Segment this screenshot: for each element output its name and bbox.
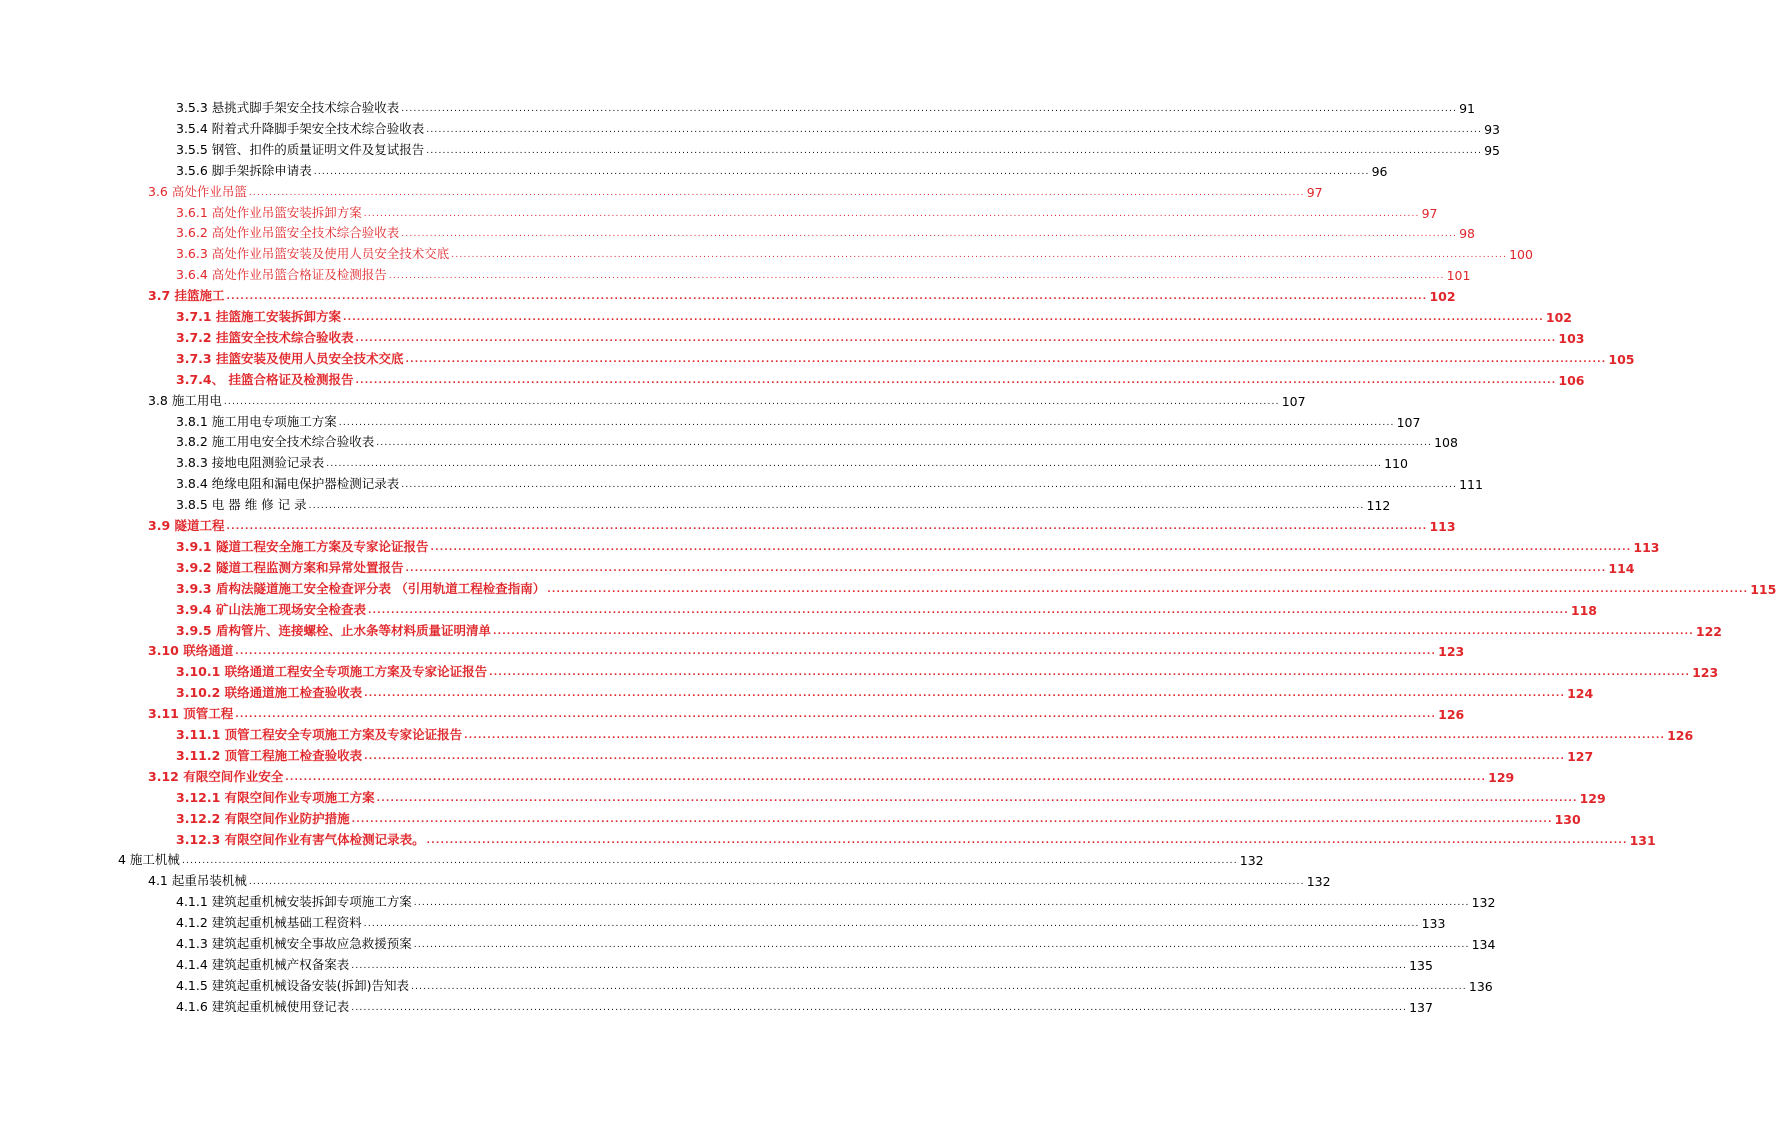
- toc-dot-leader: ....................................................................................................................................................................................................................................................................: [355, 333, 1557, 344]
- toc-page-number: 107: [1281, 393, 1306, 409]
- toc-entry[interactable]: [148, 638, 1465, 660]
- toc-page-number: 93: [1484, 121, 1501, 137]
- toc-page-number: 98: [1459, 226, 1476, 242]
- toc-dot-leader: ....................................................................................................................................................................................................................................................................: [413, 898, 1470, 909]
- toc-dot-leader: ....................................................................................................................................................................................................................................................................: [363, 208, 1420, 219]
- toc-entry[interactable]: [176, 555, 1635, 576]
- toc-entry[interactable]: [118, 847, 1264, 869]
- toc-entry[interactable]: [176, 827, 1656, 848]
- toc-entry-label: 3.12 有限空间作业安全: [148, 768, 284, 784]
- toc-entry-label: 3.12.3 有限空间作业有害气体检测记录表。: [176, 831, 425, 847]
- toc-dot-leader: ....................................................................................................................................................................................................................................................................: [401, 104, 1458, 114]
- toc-page-number: 96: [1371, 163, 1388, 179]
- toc-entry[interactable]: [176, 576, 1776, 597]
- toc-entry-label: 4.1.3 建筑起重机械安全事故应急救援预案: [176, 936, 412, 951]
- toc-entry-label: 3.8.3 接地电阻测验记录表: [176, 455, 325, 471]
- toc-page-number: 95: [1484, 142, 1501, 158]
- toc-entry-label: 3.7.3 挂篮安装及使用人员安全技术交底: [176, 350, 404, 366]
- toc-dot-leader: ....................................................................................................................................................................................................................................................................: [313, 166, 1370, 177]
- toc-dot-leader: ....................................................................................................................................................................................................................................................................: [364, 751, 1566, 762]
- toc-dot-leader: ....................................................................................................................................................................................................................................................................: [405, 563, 1607, 574]
- toc-dot-leader: ....................................................................................................................................................................................................................................................................: [426, 145, 1483, 156]
- toc-entry-label: 3.8 施工用电: [148, 392, 222, 408]
- toc-dot-leader: ....................................................................................................................................................................................................................................................................: [388, 271, 1445, 282]
- toc-page-number: 107: [1396, 414, 1421, 430]
- toc-entry[interactable]: [176, 910, 1446, 932]
- toc-dot-leader: ....................................................................................................................................................................................................................................................................: [285, 772, 1487, 783]
- toc-entry[interactable]: [176, 450, 1408, 472]
- toc-entry-label: 3.11 顶管工程: [148, 706, 234, 722]
- toc-page-number: 131: [1629, 832, 1656, 848]
- toc-entry-label: 3.9.5 盾构管片、连接螺栓、止水条等材料质量证明清单: [176, 622, 491, 638]
- toc-entry-label: 3.10.2 联络通道施工检查验收表: [176, 685, 363, 701]
- toc-entry-label: 3.8.2 施工用电安全技术综合验收表: [176, 434, 375, 450]
- toc-page-number: 134: [1471, 937, 1496, 952]
- toc-entry[interactable]: [148, 388, 1306, 409]
- toc-entry-label: 4.1.6 建筑起重机械使用登记表: [176, 998, 350, 1014]
- toc-entry[interactable]: [176, 618, 1722, 639]
- toc-entry-label: 3.5.5 钢管、扣件的质量证明文件及复试报告: [176, 141, 425, 157]
- toc-page-number: 113: [1633, 539, 1660, 555]
- toc-dot-leader: ....................................................................................................................................................................................................................................................................: [376, 793, 1578, 804]
- toc-entry[interactable]: [176, 659, 1719, 681]
- toc-dot-leader: ....................................................................................................................................................................................................................................................................: [338, 417, 1395, 428]
- toc-entry-label: 3.9.2 隧道工程监测方案和异常处置报告: [176, 559, 404, 575]
- toc-entry[interactable]: [148, 283, 1456, 305]
- toc-dot-leader: ....................................................................................................................................................................................................................................................................: [426, 124, 1483, 135]
- toc-page-number: 112: [1366, 498, 1391, 514]
- toc-entry[interactable]: [176, 534, 1660, 555]
- toc-entry-label: 3.8.1 施工用电专项施工方案: [176, 413, 337, 429]
- toc-entry[interactable]: [176, 471, 1483, 493]
- toc-entry[interactable]: [176, 973, 1493, 994]
- toc-entry-label: 3.12.2 有限空间作业防护措施: [176, 810, 350, 826]
- toc-entry[interactable]: [148, 868, 1331, 890]
- toc-page-number: 137: [1409, 999, 1433, 1015]
- toc-dot-leader: ....................................................................................................................................................................................................................................................................: [226, 292, 1428, 303]
- toc-entry[interactable]: [148, 513, 1456, 534]
- toc-entry-label: 3.7.4、 挂篮合格证及检测报告: [176, 371, 354, 387]
- toc-dot-leader: ....................................................................................................................................................................................................................................................................: [248, 877, 1305, 888]
- toc-entry[interactable]: [176, 367, 1585, 388]
- toc-entry-label: 4.1 起重吊装机械: [148, 873, 247, 889]
- toc-dot-leader: ....................................................................................................................................................................................................................................................................: [464, 731, 1666, 741]
- toc-page-number: 106: [1558, 372, 1585, 388]
- toc-page-number: 127: [1567, 748, 1594, 764]
- toc-entry-label: 4 施工机械: [118, 852, 180, 868]
- toc-entry-label: 3.9.3 盾构法隧道施工安全检查评分表 （引用轨道工程检查指南）: [176, 580, 546, 596]
- toc-dot-leader: ....................................................................................................................................................................................................................................................................: [401, 480, 1458, 491]
- toc-dot-leader: ....................................................................................................................................................................................................................................................................: [351, 1002, 1408, 1013]
- toc-entry-label: 3.6 高处作业吊篮: [148, 183, 247, 199]
- toc-entry-label: 3.7.1 挂篮施工安装拆卸方案: [176, 309, 341, 324]
- toc-page-number: 130: [1554, 811, 1581, 827]
- toc-entry[interactable]: [148, 701, 1465, 723]
- toc-page-number: 110: [1384, 456, 1408, 472]
- toc-entry-label: 3.6.2 高处作业吊篮安全技术综合验收表: [176, 225, 400, 241]
- toc-dot-leader: ....................................................................................................................................................................................................................................................................: [181, 856, 1238, 867]
- toc-dot-leader: ....................................................................................................................................................................................................................................................................: [223, 396, 1280, 407]
- toc-dot-leader: ....................................................................................................................................................................................................................................................................: [367, 605, 1569, 616]
- toc-page-number: 132: [1306, 874, 1331, 890]
- toc-entry-label: 3.11.2 顶管工程施工检查验收表: [176, 747, 363, 763]
- toc-page-number: 102: [1429, 289, 1456, 305]
- toc-page-number: 129: [1488, 769, 1515, 785]
- toc-page-number: 115: [1750, 581, 1776, 597]
- toc-page-number: 118: [1570, 602, 1597, 618]
- toc-entry[interactable]: [176, 429, 1458, 451]
- toc-entry-label: 3.5.6 脚手架拆除申请表: [176, 162, 312, 178]
- toc-dot-leader: ....................................................................................................................................................................................................................................................................: [401, 229, 1458, 240]
- toc-dot-leader: ....................................................................................................................................................................................................................................................................: [489, 668, 1691, 679]
- toc-entry[interactable]: [176, 116, 1501, 137]
- toc-page-number: 100: [1509, 247, 1533, 263]
- toc-dot-leader: ....................................................................................................................................................................................................................................................................: [405, 354, 1607, 365]
- toc-dot-leader: ....................................................................................................................................................................................................................................................................: [426, 835, 1628, 846]
- toc-page-number: 126: [1667, 728, 1694, 743]
- toc-page-number: 97: [1306, 184, 1323, 200]
- toc-entry[interactable]: [176, 137, 1501, 158]
- toc-entry[interactable]: [176, 262, 1471, 284]
- toc-page-number: 105: [1608, 351, 1635, 367]
- toc-dot-leader: ....................................................................................................................................................................................................................................................................: [451, 250, 1508, 261]
- toc-page-number: 122: [1695, 623, 1722, 639]
- toc-entry-label: 3.6.1 高处作业吊篮安装拆卸方案: [176, 204, 362, 220]
- toc-entry[interactable]: [176, 200, 1438, 221]
- toc-page-number: 136: [1468, 978, 1493, 994]
- toc-page-number: 126: [1438, 707, 1465, 723]
- toc-dot-leader: ....................................................................................................................................................................................................................................................................: [413, 940, 1470, 950]
- toc-dot-leader: ....................................................................................................................................................................................................................................................................: [351, 960, 1408, 971]
- toc-page-number: 103: [1558, 330, 1585, 346]
- toc-entry[interactable]: [176, 597, 1597, 618]
- toc-entry[interactable]: [176, 931, 1496, 952]
- toc-entry-label: 3.9 隧道工程: [148, 518, 225, 533]
- toc-dot-leader: ....................................................................................................................................................................................................................................................................: [376, 438, 1433, 449]
- toc-dot-leader: ....................................................................................................................................................................................................................................................................: [492, 626, 1694, 637]
- toc-entry[interactable]: [176, 325, 1585, 346]
- toc-page-number: 132: [1239, 853, 1264, 869]
- toc-entry-label: 3.12.1 有限空间作业专项施工方案: [176, 789, 375, 805]
- toc-entry-label: 3.10 联络通道: [148, 643, 234, 659]
- toc-page-number: 124: [1567, 686, 1594, 702]
- toc-page-number: 123: [1692, 665, 1719, 681]
- toc-dot-leader: ....................................................................................................................................................................................................................................................................: [363, 919, 1420, 930]
- toc-entry-label: 3.7 挂篮施工: [148, 288, 225, 304]
- toc-dot-leader: ....................................................................................................................................................................................................................................................................: [308, 501, 1365, 512]
- toc-entry[interactable]: [176, 409, 1421, 430]
- toc-dot-leader: ....................................................................................................................................................................................................................................................................: [351, 814, 1553, 825]
- toc-dot-leader: ....................................................................................................................................................................................................................................................................: [411, 981, 1467, 992]
- toc-entry-label: 4.1.4 建筑起重机械产权备案表: [176, 956, 350, 972]
- toc-dot-leader: ....................................................................................................................................................................................................................................................................: [364, 689, 1566, 700]
- toc-page-number: 111: [1459, 477, 1483, 493]
- toc-entry[interactable]: [176, 304, 1572, 325]
- toc-entry-label: 3.6.4 高处作业吊篮合格证及检测报告: [176, 267, 387, 283]
- toc-entry-label: 3.9.1 隧道工程安全施工方案及专家论证报告: [176, 538, 429, 554]
- toc-dot-leader: ....................................................................................................................................................................................................................................................................: [342, 313, 1544, 323]
- toc-dot-leader: ....................................................................................................................................................................................................................................................................: [326, 459, 1383, 470]
- toc-entry[interactable]: [176, 158, 1388, 179]
- toc-entry[interactable]: [176, 785, 1606, 806]
- toc-entry[interactable]: [176, 952, 1433, 973]
- toc-entry[interactable]: [176, 95, 1476, 116]
- toc-entry[interactable]: [176, 889, 1496, 911]
- toc-entry[interactable]: [176, 722, 1694, 743]
- toc-entry[interactable]: [148, 179, 1323, 200]
- toc-entry-label: 4.1.2 建筑起重机械基础工程资料: [176, 915, 362, 931]
- toc-dot-leader: ....................................................................................................................................................................................................................................................................: [235, 647, 1437, 658]
- toc-dot-leader: ....................................................................................................................................................................................................................................................................: [355, 375, 1557, 386]
- toc-page-number: 123: [1438, 644, 1465, 660]
- toc-entry-label: 4.1.5 建筑起重机械设备安装(拆卸)告知表: [176, 977, 410, 993]
- toc-entry-label: 3.6.3 高处作业吊篮安装及使用人员安全技术交底: [176, 246, 450, 262]
- toc-entry[interactable]: [148, 764, 1515, 785]
- toc-dot-leader: ....................................................................................................................................................................................................................................................................: [226, 522, 1428, 532]
- toc-entry-label: 3.10.1 联络通道工程安全专项施工方案及专家论证报告: [176, 664, 488, 680]
- toc-entry-label: 3.5.3 悬挑式脚手架安全技术综合验收表: [176, 100, 400, 115]
- toc-entry-label: 3.11.1 顶管工程安全专项施工方案及专家论证报告: [176, 727, 463, 742]
- toc-entry[interactable]: [176, 994, 1433, 1015]
- toc-entry-label: 4.1.1 建筑起重机械安装拆卸专项施工方案: [176, 894, 412, 910]
- toc-page-number: 114: [1608, 560, 1635, 576]
- toc-page-number: 129: [1579, 790, 1606, 806]
- toc-page-number: 113: [1429, 519, 1456, 534]
- toc-page-number: 132: [1471, 895, 1496, 911]
- toc-entry[interactable]: [176, 806, 1581, 827]
- toc-dot-leader: ....................................................................................................................................................................................................................................................................: [430, 542, 1632, 553]
- toc-page-number: 102: [1545, 310, 1572, 325]
- toc-dot-leader: ....................................................................................................................................................................................................................................................................: [547, 584, 1749, 595]
- toc-entry-label: 3.8.4 绝缘电阻和漏电保护器检测记录表: [176, 476, 400, 492]
- toc-page-number: 97: [1421, 205, 1438, 221]
- toc-entry[interactable]: [176, 492, 1391, 514]
- toc-page-number: 133: [1421, 916, 1446, 932]
- toc-entry[interactable]: [176, 346, 1635, 367]
- toc-entry[interactable]: [176, 680, 1594, 702]
- toc-entry-label: 3.5.4 附着式升降脚手架安全技术综合验收表: [176, 120, 425, 136]
- toc-page-number: 101: [1446, 268, 1471, 284]
- toc-dot-leader: ....................................................................................................................................................................................................................................................................: [248, 187, 1305, 198]
- toc-entry[interactable]: [176, 220, 1476, 242]
- toc-entry[interactable]: [176, 241, 1533, 263]
- toc-dot-leader: ....................................................................................................................................................................................................................................................................: [235, 710, 1437, 721]
- toc-page-number: 108: [1434, 435, 1458, 451]
- toc-page-number: 91: [1459, 101, 1476, 116]
- toc-entry-label: 3.9.4 矿山法施工现场安全检查表: [176, 601, 366, 617]
- toc-entry-label: 3.8.5 电 器 维 修 记 录: [176, 497, 307, 513]
- toc-entry[interactable]: [176, 743, 1594, 764]
- toc-page-number: 135: [1409, 957, 1433, 973]
- toc-entry-label: 3.7.2 挂篮安全技术综合验收表: [176, 329, 354, 345]
